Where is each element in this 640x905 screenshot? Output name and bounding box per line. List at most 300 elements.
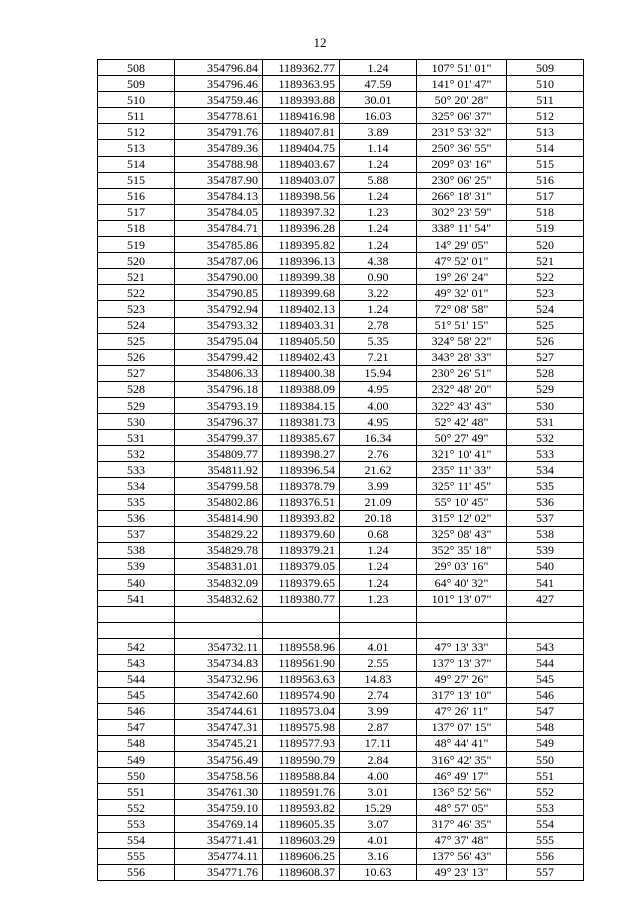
y-coordinate-cell: 1189379.65 <box>263 575 340 591</box>
bearing-cell: 49° 32' 01" <box>417 285 507 301</box>
table-row <box>98 237 584 253</box>
x-coordinate-cell: 354793.32 <box>175 317 263 333</box>
bearing-cell: 343° 28' 33" <box>417 349 507 365</box>
x-coordinate-cell: 354774.11 <box>175 848 263 864</box>
coordinates-table <box>97 59 584 881</box>
point-number-cell: 530 <box>98 414 175 430</box>
next-point-cell: 513 <box>507 124 584 140</box>
distance-cell: 3.16 <box>340 848 417 864</box>
x-coordinate-cell: 354785.86 <box>175 237 263 253</box>
bearing-cell: 266° 18' 31" <box>417 188 507 204</box>
bearing-cell: 14° 29' 05" <box>417 237 507 253</box>
next-point-cell: 527 <box>507 349 584 365</box>
distance-cell: 1.23 <box>340 591 417 607</box>
x-coordinate-cell: 354832.09 <box>175 575 263 591</box>
y-coordinate-cell: 1189593.82 <box>263 800 340 816</box>
y-coordinate-cell: 1189403.31 <box>263 317 340 333</box>
x-coordinate-cell: 354796.84 <box>175 60 263 76</box>
x-coordinate-cell: 354796.37 <box>175 414 263 430</box>
point-number-cell: 535 <box>98 494 175 510</box>
point-number-cell: 511 <box>98 108 175 124</box>
table-row <box>98 575 584 591</box>
distance-cell: 2.74 <box>340 687 417 703</box>
point-number-cell: 556 <box>98 864 175 880</box>
bearing-cell: 325° 11' 45" <box>417 478 507 494</box>
table-row <box>98 188 584 204</box>
table-row <box>98 220 584 236</box>
x-coordinate-cell: 354793.19 <box>175 397 263 413</box>
point-number-cell: 539 <box>98 558 175 574</box>
y-coordinate-cell: 1189379.21 <box>263 542 340 558</box>
y-coordinate-cell: 1189563.63 <box>263 671 340 687</box>
distance-cell: 4.01 <box>340 639 417 655</box>
point-number-cell: 515 <box>98 172 175 188</box>
table-row <box>98 301 584 317</box>
bearing-cell: 325° 06' 37" <box>417 108 507 124</box>
distance-cell: 5.88 <box>340 172 417 188</box>
distance-cell: 3.07 <box>340 816 417 832</box>
point-number-cell: 533 <box>98 462 175 478</box>
y-coordinate-cell: 1189590.79 <box>263 752 340 768</box>
table-row <box>98 607 584 623</box>
table-row <box>98 333 584 349</box>
bearing-cell: 317° 46' 35" <box>417 816 507 832</box>
next-point-cell: 528 <box>507 365 584 381</box>
distance-cell: 3.99 <box>340 703 417 719</box>
bearing-cell: 51° 51' 15" <box>417 317 507 333</box>
x-coordinate-cell: 354771.41 <box>175 832 263 848</box>
distance-cell: 2.76 <box>340 446 417 462</box>
table-row <box>98 494 584 510</box>
next-point-cell: 510 <box>507 76 584 92</box>
distance-cell: 10.63 <box>340 864 417 880</box>
next-point-cell: 544 <box>507 655 584 671</box>
next-point-cell: 540 <box>507 558 584 574</box>
y-coordinate-cell: 1189396.28 <box>263 220 340 236</box>
bearing-cell: 141° 01' 47" <box>417 76 507 92</box>
distance-cell: 15.29 <box>340 800 417 816</box>
next-point-cell: 552 <box>507 784 584 800</box>
table-row <box>98 542 584 558</box>
y-coordinate-cell: 1189363.95 <box>263 76 340 92</box>
y-coordinate-cell: 1189397.32 <box>263 204 340 220</box>
point-number-cell: 512 <box>98 124 175 140</box>
distance-cell: 3.99 <box>340 478 417 494</box>
bearing-cell: 137° 56' 43" <box>417 848 507 864</box>
point-number-cell: 510 <box>98 92 175 108</box>
table-row <box>98 92 584 108</box>
table-row <box>98 848 584 864</box>
distance-cell: 5.35 <box>340 333 417 349</box>
bearing-cell: 64° 40' 32" <box>417 575 507 591</box>
table-row <box>98 140 584 156</box>
distance-cell: 1.14 <box>340 140 417 156</box>
y-coordinate-cell: 1189404.75 <box>263 140 340 156</box>
distance-cell: 1.24 <box>340 156 417 172</box>
next-point-cell: 525 <box>507 317 584 333</box>
point-number-cell: 508 <box>98 60 175 76</box>
y-coordinate-cell: 1189384.15 <box>263 397 340 413</box>
distance-cell: 1.23 <box>340 204 417 220</box>
table-row <box>98 285 584 301</box>
point-number-cell: 552 <box>98 800 175 816</box>
bearing-cell: 49° 27' 26" <box>417 671 507 687</box>
distance-cell: 4.95 <box>340 414 417 430</box>
next-point-cell: 555 <box>507 832 584 848</box>
distance-cell: 4.38 <box>340 253 417 269</box>
y-coordinate-cell: 1189362.77 <box>263 60 340 76</box>
point-number-cell <box>98 607 175 623</box>
point-number-cell: 544 <box>98 671 175 687</box>
bearing-cell: 48° 57' 05" <box>417 800 507 816</box>
y-coordinate-cell: 1189605.35 <box>263 816 340 832</box>
next-point-cell: 520 <box>507 237 584 253</box>
x-coordinate-cell: 354787.90 <box>175 172 263 188</box>
next-point-cell: 511 <box>507 92 584 108</box>
distance-cell: 21.62 <box>340 462 417 478</box>
bearing-cell: 322° 43' 43" <box>417 397 507 413</box>
next-point-cell: 535 <box>507 478 584 494</box>
bearing-cell: 72° 08' 58" <box>417 301 507 317</box>
distance-cell: 3.01 <box>340 784 417 800</box>
next-point-cell: 543 <box>507 639 584 655</box>
y-coordinate-cell: 1189395.82 <box>263 237 340 253</box>
table-row <box>98 558 584 574</box>
point-number-cell: 542 <box>98 639 175 655</box>
point-number-cell: 551 <box>98 784 175 800</box>
distance-cell: 3.89 <box>340 124 417 140</box>
bearing-cell: 324° 58' 22" <box>417 333 507 349</box>
distance-cell <box>340 607 417 623</box>
point-number-cell: 521 <box>98 269 175 285</box>
point-number-cell: 554 <box>98 832 175 848</box>
next-point-cell: 554 <box>507 816 584 832</box>
next-point-cell: 537 <box>507 510 584 526</box>
x-coordinate-cell: 354759.10 <box>175 800 263 816</box>
x-coordinate-cell: 354784.71 <box>175 220 263 236</box>
y-coordinate-cell: 1189398.27 <box>263 446 340 462</box>
point-number-cell: 532 <box>98 446 175 462</box>
y-coordinate-cell: 1189388.09 <box>263 381 340 397</box>
y-coordinate-cell: 1189381.73 <box>263 414 340 430</box>
y-coordinate-cell: 1189399.68 <box>263 285 340 301</box>
table-row <box>98 752 584 768</box>
bearing-cell: 47° 37' 48" <box>417 832 507 848</box>
next-point-cell: 538 <box>507 526 584 542</box>
bearing-cell: 315° 12' 02" <box>417 510 507 526</box>
bearing-cell: 55° 10' 45" <box>417 494 507 510</box>
y-coordinate-cell: 1189588.84 <box>263 768 340 784</box>
point-number-cell: 526 <box>98 349 175 365</box>
table-row <box>98 446 584 462</box>
x-coordinate-cell: 354744.61 <box>175 703 263 719</box>
table-row <box>98 735 584 751</box>
next-point-cell: 553 <box>507 800 584 816</box>
next-point-cell: 534 <box>507 462 584 478</box>
table-row <box>98 76 584 92</box>
next-point-cell: 526 <box>507 333 584 349</box>
distance-cell: 17.11 <box>340 735 417 751</box>
y-coordinate-cell: 1189402.13 <box>263 301 340 317</box>
y-coordinate-cell: 1189558.96 <box>263 639 340 655</box>
next-point-cell: 539 <box>507 542 584 558</box>
x-coordinate-cell: 354791.76 <box>175 124 263 140</box>
point-number-cell: 517 <box>98 204 175 220</box>
x-coordinate-cell: 354742.60 <box>175 687 263 703</box>
point-number-cell: 509 <box>98 76 175 92</box>
next-point-cell: 557 <box>507 864 584 880</box>
x-coordinate-cell: 354802.86 <box>175 494 263 510</box>
next-point-cell: 550 <box>507 752 584 768</box>
y-coordinate-cell: 1189577.93 <box>263 735 340 751</box>
bearing-cell: 47° 52' 01" <box>417 253 507 269</box>
y-coordinate-cell: 1189405.50 <box>263 333 340 349</box>
table-row <box>98 172 584 188</box>
point-number-cell: 527 <box>98 365 175 381</box>
table-row <box>98 365 584 381</box>
bearing-cell: 338° 11' 54" <box>417 220 507 236</box>
table-row <box>98 204 584 220</box>
point-number-cell: 545 <box>98 687 175 703</box>
y-coordinate-cell: 1189379.60 <box>263 526 340 542</box>
x-coordinate-cell: 354761.30 <box>175 784 263 800</box>
next-point-cell: 517 <box>507 188 584 204</box>
bearing-cell: 46° 49' 17" <box>417 768 507 784</box>
table-row <box>98 784 584 800</box>
table-row <box>98 430 584 446</box>
bearing-cell: 250° 36' 55" <box>417 140 507 156</box>
x-coordinate-cell: 354799.37 <box>175 430 263 446</box>
next-point-cell <box>507 607 584 623</box>
point-number-cell: 546 <box>98 703 175 719</box>
table-row <box>98 381 584 397</box>
x-coordinate-cell: 354756.49 <box>175 752 263 768</box>
table-row <box>98 623 584 639</box>
x-coordinate-cell: 354829.22 <box>175 526 263 542</box>
point-number-cell: 523 <box>98 301 175 317</box>
bearing-cell: 101° 13' 07" <box>417 591 507 607</box>
bearing-cell: 50° 27' 49" <box>417 430 507 446</box>
point-number-cell: 518 <box>98 220 175 236</box>
distance-cell: 16.03 <box>340 108 417 124</box>
next-point-cell: 427 <box>507 591 584 607</box>
x-coordinate-cell: 354792.94 <box>175 301 263 317</box>
x-coordinate-cell: 354759.46 <box>175 92 263 108</box>
x-coordinate-cell: 354778.61 <box>175 108 263 124</box>
x-coordinate-cell: 354732.96 <box>175 671 263 687</box>
table-row <box>98 864 584 880</box>
y-coordinate-cell: 1189385.67 <box>263 430 340 446</box>
next-point-cell: 519 <box>507 220 584 236</box>
point-number-cell: 541 <box>98 591 175 607</box>
bearing-cell: 352° 35' 18" <box>417 542 507 558</box>
point-number-cell: 524 <box>98 317 175 333</box>
x-coordinate-cell: 354734.83 <box>175 655 263 671</box>
point-number-cell: 537 <box>98 526 175 542</box>
table-row <box>98 816 584 832</box>
y-coordinate-cell: 1189608.37 <box>263 864 340 880</box>
next-point-cell: 522 <box>507 269 584 285</box>
next-point-cell: 531 <box>507 414 584 430</box>
x-coordinate-cell: 354787.06 <box>175 253 263 269</box>
x-coordinate-cell: 354771.76 <box>175 864 263 880</box>
distance-cell: 15.94 <box>340 365 417 381</box>
x-coordinate-cell: 354732.11 <box>175 639 263 655</box>
distance-cell: 2.87 <box>340 719 417 735</box>
table-row <box>98 768 584 784</box>
table-row <box>98 671 584 687</box>
table-row <box>98 60 584 76</box>
next-point-cell: 523 <box>507 285 584 301</box>
distance-cell: 2.55 <box>340 655 417 671</box>
x-coordinate-cell: 354795.04 <box>175 333 263 349</box>
distance-cell: 21.09 <box>340 494 417 510</box>
distance-cell: 4.00 <box>340 768 417 784</box>
table-row <box>98 800 584 816</box>
next-point-cell: 541 <box>507 575 584 591</box>
next-point-cell: 521 <box>507 253 584 269</box>
point-number-cell: 531 <box>98 430 175 446</box>
bearing-cell: 325° 08' 43" <box>417 526 507 542</box>
distance-cell: 3.22 <box>340 285 417 301</box>
x-coordinate-cell: 354799.58 <box>175 478 263 494</box>
next-point-cell: 556 <box>507 848 584 864</box>
distance-cell: 30.01 <box>340 92 417 108</box>
y-coordinate-cell: 1189396.54 <box>263 462 340 478</box>
point-number-cell: 513 <box>98 140 175 156</box>
y-coordinate-cell: 1189606.25 <box>263 848 340 864</box>
next-point-cell <box>507 623 584 639</box>
bearing-cell: 52° 42' 48" <box>417 414 507 430</box>
point-number-cell: 522 <box>98 285 175 301</box>
y-coordinate-cell: 1189574.90 <box>263 687 340 703</box>
bearing-cell: 209° 03' 16" <box>417 156 507 172</box>
next-point-cell: 529 <box>507 381 584 397</box>
point-number-cell: 549 <box>98 752 175 768</box>
bearing-cell: 230° 26' 51" <box>417 365 507 381</box>
table-row <box>98 349 584 365</box>
distance-cell: 1.24 <box>340 188 417 204</box>
point-number-cell: 525 <box>98 333 175 349</box>
distance-cell: 14.83 <box>340 671 417 687</box>
distance-cell: 4.95 <box>340 381 417 397</box>
x-coordinate-cell: 354809.77 <box>175 446 263 462</box>
y-coordinate-cell: 1189376.51 <box>263 494 340 510</box>
x-coordinate-cell: 354814.90 <box>175 510 263 526</box>
table-row <box>98 703 584 719</box>
distance-cell <box>340 623 417 639</box>
point-number-cell: 550 <box>98 768 175 784</box>
y-coordinate-cell: 1189403.07 <box>263 172 340 188</box>
x-coordinate-cell: 354758.56 <box>175 768 263 784</box>
next-point-cell: 515 <box>507 156 584 172</box>
bearing-cell: 232° 48' 20" <box>417 381 507 397</box>
table-row <box>98 719 584 735</box>
distance-cell: 1.24 <box>340 575 417 591</box>
point-number-cell: 528 <box>98 381 175 397</box>
next-point-cell: 549 <box>507 735 584 751</box>
distance-cell: 4.00 <box>340 397 417 413</box>
distance-cell: 4.01 <box>340 832 417 848</box>
y-coordinate-cell: 1189380.77 <box>263 591 340 607</box>
distance-cell: 1.24 <box>340 542 417 558</box>
next-point-cell: 533 <box>507 446 584 462</box>
bearing-cell: 49° 23' 13" <box>417 864 507 880</box>
y-coordinate-cell: 1189400.38 <box>263 365 340 381</box>
y-coordinate-cell: 1189399.38 <box>263 269 340 285</box>
point-number-cell: 538 <box>98 542 175 558</box>
table-row <box>98 269 584 285</box>
distance-cell: 2.84 <box>340 752 417 768</box>
point-number-cell: 514 <box>98 156 175 172</box>
table-row <box>98 462 584 478</box>
point-number-cell <box>98 623 175 639</box>
distance-cell: 1.24 <box>340 60 417 76</box>
point-number-cell: 534 <box>98 478 175 494</box>
x-coordinate-cell: 354799.42 <box>175 349 263 365</box>
y-coordinate-cell: 1189402.43 <box>263 349 340 365</box>
bearing-cell: 317° 13' 10" <box>417 687 507 703</box>
table-row <box>98 397 584 413</box>
x-coordinate-cell: 354790.00 <box>175 269 263 285</box>
bearing-cell: 48° 44' 41" <box>417 735 507 751</box>
y-coordinate-cell: 1189403.67 <box>263 156 340 172</box>
point-number-cell: 540 <box>98 575 175 591</box>
next-point-cell: 548 <box>507 719 584 735</box>
y-coordinate-cell: 1189573.04 <box>263 703 340 719</box>
table-row <box>98 317 584 333</box>
distance-cell: 1.24 <box>340 301 417 317</box>
distance-cell: 0.90 <box>340 269 417 285</box>
table-row <box>98 591 584 607</box>
x-coordinate-cell: 354796.46 <box>175 76 263 92</box>
y-coordinate-cell: 1189416.98 <box>263 108 340 124</box>
table-row <box>98 510 584 526</box>
point-number-cell: 516 <box>98 188 175 204</box>
next-point-cell: 551 <box>507 768 584 784</box>
point-number-cell: 548 <box>98 735 175 751</box>
x-coordinate-cell: 354769.14 <box>175 816 263 832</box>
x-coordinate-cell: 354789.36 <box>175 140 263 156</box>
point-number-cell: 553 <box>98 816 175 832</box>
bearing-cell: 230° 06' 25" <box>417 172 507 188</box>
table-row <box>98 687 584 703</box>
distance-cell: 1.24 <box>340 220 417 236</box>
point-number-cell: 520 <box>98 253 175 269</box>
x-coordinate-cell: 354811.92 <box>175 462 263 478</box>
next-point-cell: 514 <box>507 140 584 156</box>
point-number-cell: 519 <box>98 237 175 253</box>
x-coordinate-cell: 354832.62 <box>175 591 263 607</box>
y-coordinate-cell <box>263 623 340 639</box>
distance-cell: 1.24 <box>340 558 417 574</box>
bearing-cell: 316° 42' 35" <box>417 752 507 768</box>
table-row <box>98 156 584 172</box>
x-coordinate-cell: 354790.85 <box>175 285 263 301</box>
bearing-cell: 47° 26' 11" <box>417 703 507 719</box>
table-row <box>98 478 584 494</box>
bearing-cell: 137° 13' 37" <box>417 655 507 671</box>
bearing-cell: 107° 51' 01" <box>417 60 507 76</box>
point-number-cell: 555 <box>98 848 175 864</box>
next-point-cell: 532 <box>507 430 584 446</box>
bearing-cell: 235° 11' 33" <box>417 462 507 478</box>
x-coordinate-cell: 354806.33 <box>175 365 263 381</box>
bearing-cell: 137° 07' 15" <box>417 719 507 735</box>
point-number-cell: 543 <box>98 655 175 671</box>
y-coordinate-cell: 1189393.82 <box>263 510 340 526</box>
x-coordinate-cell: 354745.21 <box>175 735 263 751</box>
